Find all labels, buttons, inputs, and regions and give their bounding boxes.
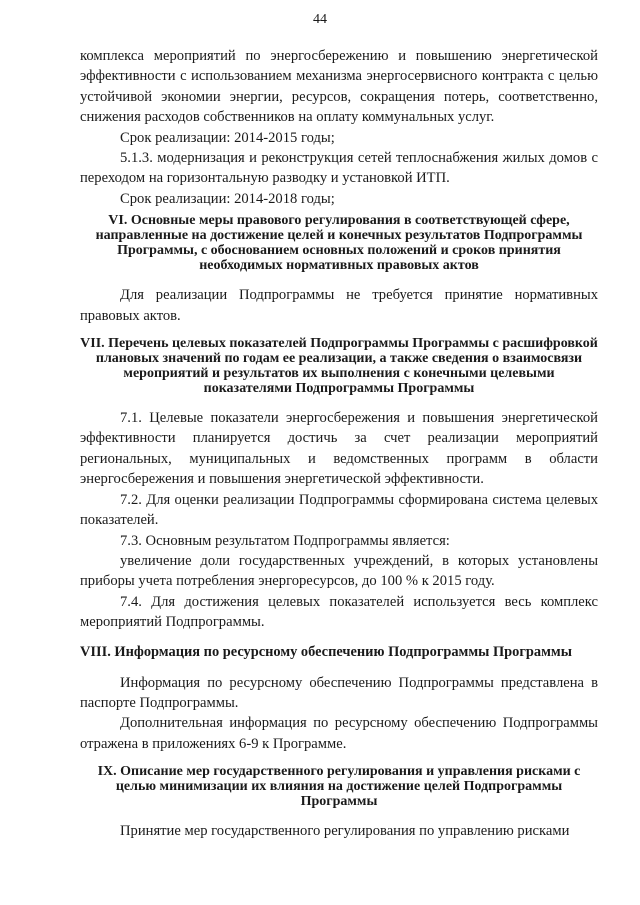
paragraph: 7.1. Целевые показатели энергосбережения и повышения энергетической эффективности планируется достичь за счет реализации мероприятий региональных, муниципальных и ведомственных программ в области энергосбережения и повышения энергетической эффективности. xyxy=(80,410,598,488)
section-heading-vi: VI. Основные меры правового регулирования в соответствующей сфере, направленные на достижение целей и конечных результатов Подпрограммы Программы, с обоснованием основных положений и сроков принятия необходимых нормативных правовых актов xyxy=(95,213,583,274)
paragraph: увеличение доли государственных учреждений, в которых установлены приборы учета потребления энергоресурсов, до 100 % к 2015 году. xyxy=(80,552,598,590)
paragraph: Срок реализации: 2014-2015 годы; xyxy=(120,129,335,146)
section-heading-viii: VIII. Информация по ресурсному обеспечению Подпрограммы Программы xyxy=(80,643,572,660)
page-number: 44 xyxy=(313,12,327,27)
paragraph: 7.3. Основным результатом Подпрограммы является: xyxy=(120,532,450,549)
paragraph: 7.2. Для оценки реализации Подпрограммы сформирована система целевых показателей. xyxy=(80,491,598,529)
paragraph: Дополнительная информация по ресурсному обеспечению Подпрограммы отражена в приложениях 6-9 к Программе. xyxy=(80,715,598,752)
page-body xyxy=(80,46,598,842)
paragraph: Для реализации Подпрограммы не требуется принятие нормативных правовых актов. xyxy=(80,287,598,324)
section-heading-vii: VII. Перечень целевых показателей Подпрограммы Программы с расшифровкой плановых значений по годам ее реализации, а также сведения о взаимосвязи мероприятий и результатов их выполнения с конечными целевыми показателями Подпрограммы Программы xyxy=(80,336,598,397)
paragraph: Срок реализации: 2014-2018 годы; xyxy=(120,190,335,207)
paragraph: 5.1.3. модернизация и реконструкция сетей теплоснабжения жилых домов с переходом на горизонтальную разводку и установкой ИТП. xyxy=(80,150,598,187)
paragraph: Информация по ресурсному обеспечению Подпрограммы представлена в паспорте Подпрограммы. xyxy=(80,674,598,711)
section-heading-ix: IX. Описание мер государственного регулирования и управления рисками с целью минимизации их влияния на достижение целей Подпрограммы Программы xyxy=(97,764,581,810)
paragraph: комплекса мероприятий по энергосбережению и повышению энергетической эффективности с использованием механизма энергосервисного контракта с целью устойчивой экономии энергии, ресурсов, сокращения потерь, соответственно, снижения расходов собственников на оплату коммунальных услуг. xyxy=(80,48,598,126)
paragraph: 7.4. Для достижения целевых показателей используется весь комплекс мероприятий Подпрограммы. xyxy=(80,593,598,631)
paragraph: Принятие мер государственного регулирования по управлению рисками xyxy=(120,823,570,840)
